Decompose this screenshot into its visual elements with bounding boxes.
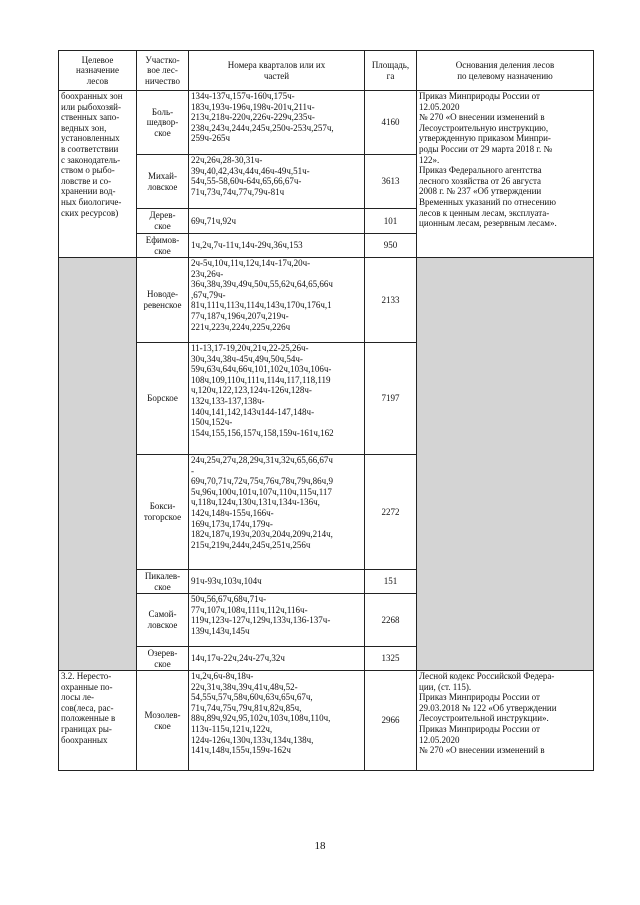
district-cell: Боль- шедвор- ское bbox=[137, 91, 189, 155]
district-cell: Дерев- ское bbox=[137, 209, 189, 234]
area-cell: 3613 bbox=[365, 155, 417, 209]
district-cell: Пикалев- ское bbox=[137, 570, 189, 594]
quarters-cell: 134ч-137ч,157ч-160ч,175ч- 183ч,193ч-196ч,198ч-201ч,211ч- 213ч,218ч-220ч,226ч-229ч,235ч- 238ч,243ч,244ч,245ч,250ч-253ч,257ч, 259ч-265ч bbox=[189, 91, 365, 155]
purpose-cell: 3.2. Нересто- охранные по- лосы ле- сов(леса, рас- положенные в границах ры- боохранных bbox=[59, 671, 137, 771]
area-cell: 2272 bbox=[365, 455, 417, 570]
quarters-cell: 91ч-93ч,103ч,104ч bbox=[189, 570, 365, 594]
district-cell: Ефимов- ское bbox=[137, 234, 189, 258]
area-cell: 2268 bbox=[365, 594, 417, 647]
quarters-cell: 1ч,2ч,7ч-11ч,14ч-29ч,36ч,153 bbox=[189, 234, 365, 258]
quarters-cell: 2ч-5ч,10ч,11ч,12ч,14ч-17ч,20ч- 23ч,26ч- 36ч,38ч,39ч,49ч,50ч,55,62ч,64,65,66ч ,67ч,79ч- 81ч,111ч,113ч,114ч,143ч,170ч,176ч,1 77ч,187ч,196ч,207ч,219ч- 221ч,223ч,224ч,225ч,226ч bbox=[189, 258, 365, 343]
table-row bbox=[59, 91, 594, 155]
area-cell: 1325 bbox=[365, 647, 417, 671]
header-quarters: Номера кварталов или их частей bbox=[189, 51, 365, 91]
header-purpose: Целевое назначение лесов bbox=[59, 51, 137, 91]
area-cell: 4160 bbox=[365, 91, 417, 155]
header-basis: Основания деления лесов по целевому назначению bbox=[417, 51, 594, 91]
area-cell: 7197 bbox=[365, 343, 417, 455]
district-cell: Бокси- тогорское bbox=[137, 455, 189, 570]
area-cell: 950 bbox=[365, 234, 417, 258]
area-cell: 2133 bbox=[365, 258, 417, 343]
area-cell: 2966 bbox=[365, 671, 417, 771]
header-district: Участко- вое лес- ничество bbox=[137, 51, 189, 91]
basis-cell-empty bbox=[417, 258, 594, 671]
quarters-cell: 24ч,25ч,27ч,28,29ч,31ч,32ч,65,66,67ч - 69ч,70,71ч,72ч,75ч,76ч,78ч,79ч,86ч,9 5ч,96ч,100ч,101ч,107ч,110ч,115ч,117 ч,118ч,124ч,130ч,131ч,134ч-136ч, 142ч,148ч-155ч,166ч- 169ч,173ч,174ч,179ч- 182ч,187ч,193ч,203ч,204ч,209ч,214ч, 215ч,219ч,244ч,245ч,251ч,256ч bbox=[189, 455, 365, 570]
quarters-cell: 11-13,17-19,20ч,21ч,22-25,26ч- 30ч,34ч,38ч-45ч,49ч,50ч,54ч- 59ч,63ч,64ч,66ч,101,102ч,103ч,106ч- 108ч,109,110ч,111ч,114ч,117,118,119 ч,120ч,122,123,124ч-126ч,128ч- 132ч,133-137,138ч- 140ч,141,142,143ч144-147,148ч- 150ч,152ч- 154ч,155,156,157ч,158,159ч-161ч,162 bbox=[189, 343, 365, 455]
basis-cell: Приказ Минприроды России от 12.05.2020 № 270 «О внесении изменений в Лесоустроительную инструкцию, утвержденную приказом Минпри- роды России от 29 марта 2018 г. № 122». Приказ Федерального агентства лесного хозяйства от 26 августа 2008 г. № 237 «Об утверждении Временных указаний по отнесению лесов к ценным лесам, эксплуата- ционным лесам, резервным лесам». bbox=[417, 91, 594, 258]
district-cell: Михай- ловское bbox=[137, 155, 189, 209]
area-cell: 151 bbox=[365, 570, 417, 594]
quarters-cell: 22ч,26ч,28-30,31ч- 39ч,40,42,43ч,44ч,46ч-49ч,51ч- 54ч,55-58,60ч-64ч,65,66,67ч- 71ч,73ч,74ч,77ч,79ч-81ч bbox=[189, 155, 365, 209]
quarters-cell: 14ч,17ч-22ч,24ч-27ч,32ч bbox=[189, 647, 365, 671]
district-cell: Новоде- ревенское bbox=[137, 258, 189, 343]
district-cell: Озерев- ское bbox=[137, 647, 189, 671]
table-row bbox=[59, 671, 594, 771]
quarters-cell: 1ч,2ч,6ч-8ч,18ч- 22ч,31ч,38ч,39ч,41ч,48ч,52- 54,55ч,57ч,58ч,60ч,63ч,65ч,67ч, 71ч,74ч,75ч,79ч,81ч,82ч,85ч, 88ч,89ч,92ч,95,102ч,103ч,108ч,110ч, 113ч-115ч,121ч,122ч, 124ч-126ч,130ч,133ч,134ч,138ч, 141ч,148ч,155ч,159ч-162ч bbox=[189, 671, 365, 771]
table-header-row bbox=[59, 51, 594, 91]
quarters-cell: 50ч,56,67ч,68ч,71ч- 77ч,107ч,108ч,111ч,112ч,116ч- 119ч,123ч-127ч,129ч,133ч,136-137ч- 139ч,143ч,145ч bbox=[189, 594, 365, 647]
area-cell: 101 bbox=[365, 209, 417, 234]
table-row bbox=[59, 258, 594, 343]
district-cell: Самой- ловское bbox=[137, 594, 189, 647]
quarters-cell: 69ч,71ч,92ч bbox=[189, 209, 365, 234]
purpose-cell-empty bbox=[59, 258, 137, 671]
header-area: Площадь, га bbox=[365, 51, 417, 91]
district-cell: Мозолев- ское bbox=[137, 671, 189, 771]
purpose-cell: боохранных зон или рыбохозяй- ственных запо- ведных зон, установленных в соответствии с законодатель- ством о рыбо- ловстве и со- хранении вод- ных биологиче- ских ресурсов) bbox=[59, 91, 137, 258]
basis-cell: Лесной кодекс Российской Федера- ции, (ст. 115). Приказ Минприроды России от 29.03.2018 № 122 «Об утверждении Лесоустроительной инструкции». Приказ Минприроды России от 12.05.2020 № 270 «О внесении изменений в bbox=[417, 671, 594, 771]
district-cell: Борское bbox=[137, 343, 189, 455]
forest-table bbox=[58, 50, 594, 771]
page-number: 18 bbox=[314, 840, 326, 852]
